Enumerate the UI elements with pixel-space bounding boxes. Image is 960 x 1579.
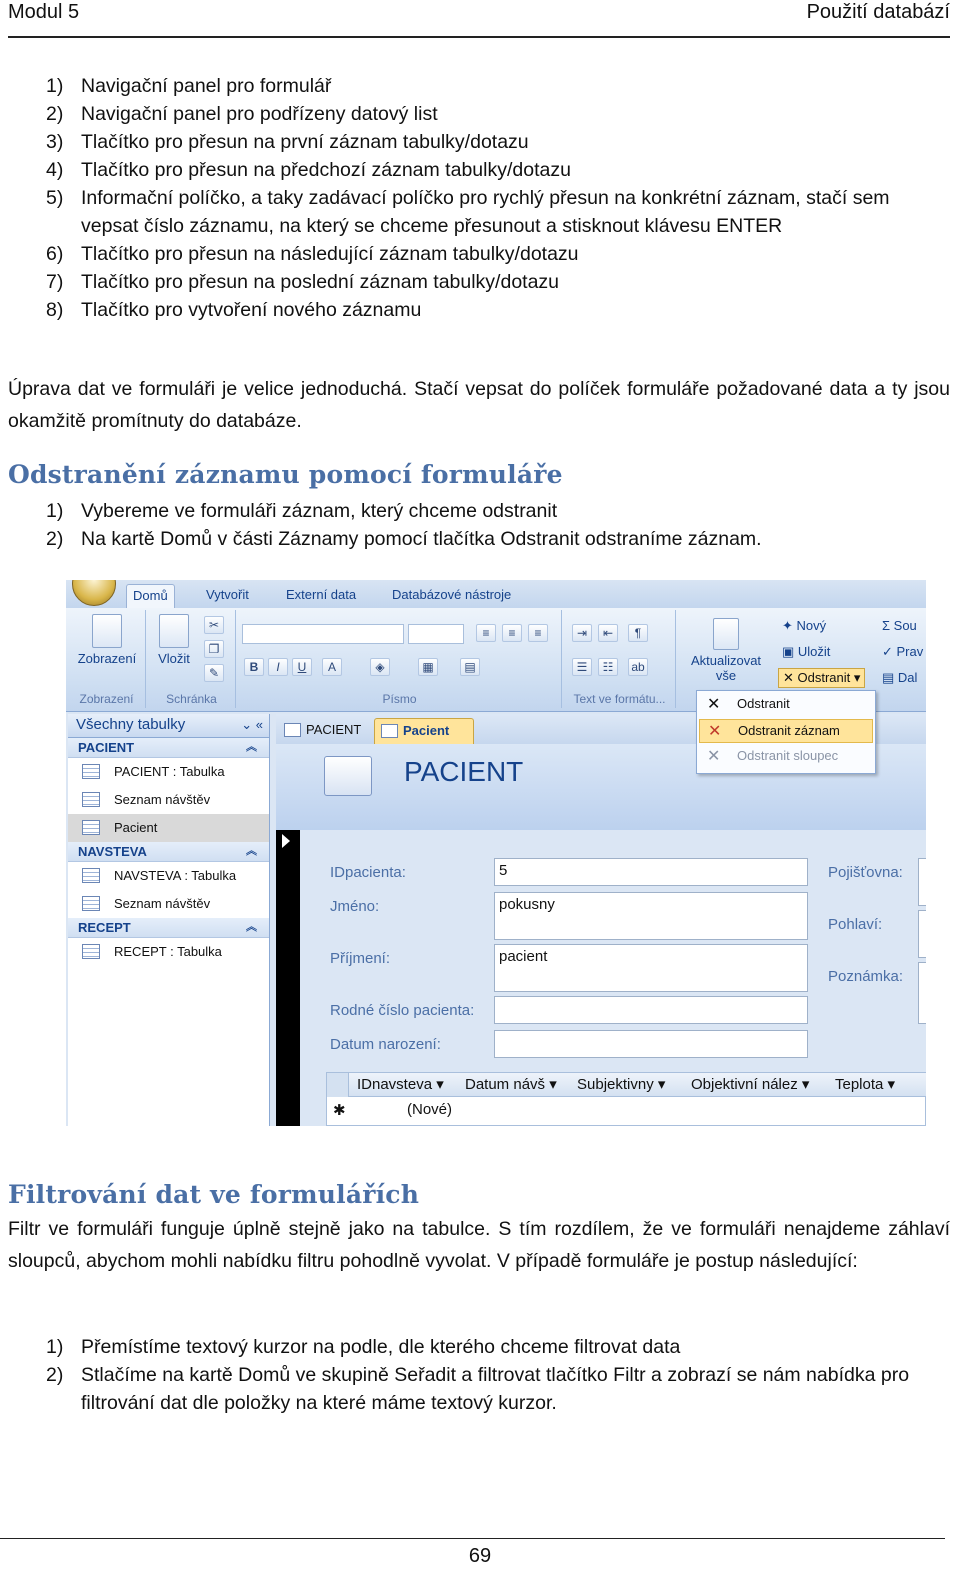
aktualizovat-button[interactable]: Aktualizovat vše <box>684 618 768 683</box>
menu-item-odstranit-zaznam[interactable]: ✕ Odstranit záznam <box>699 719 873 743</box>
footer-divider <box>0 1538 945 1539</box>
pravopis-button[interactable]: ✓ Prav <box>882 644 924 659</box>
list-item: 7) Tlačítko pro přesun na poslední záznam tabulky/dotazu <box>46 271 560 293</box>
paragraph-filtering: Filtr ve formuláři funguje úplně stejně jako na tabulce. S tím rozdílem, že ve formuláři nenajdeme záhlaví sloupců, abychom mohli nabídku filtru pohodlně vyvolat. V případě formuláře je postup následující: <box>8 1218 950 1272</box>
format-painter-icon[interactable]: ✎ <box>204 664 224 682</box>
form-icon <box>82 820 100 835</box>
cut-icon[interactable]: ✂ <box>204 616 224 634</box>
font-name-combo[interactable] <box>242 624 404 644</box>
jmeno-field[interactable]: pokusny <box>494 892 808 940</box>
align-center-icon[interactable]: ≡ <box>502 624 522 642</box>
table-icon <box>82 764 100 779</box>
table-icon <box>82 944 100 959</box>
list-item: 1) Přemístíme textový kurzor na podle, dle kterého chceme filtrovat data <box>46 1336 681 1358</box>
column-header[interactable]: Subjektivny ▾ <box>577 1076 666 1093</box>
current-record-arrow-icon <box>282 834 290 848</box>
form-title: PACIENT <box>404 756 524 787</box>
prijmeni-field[interactable]: pacient <box>494 944 808 992</box>
idpacienta-field[interactable]: 5 <box>494 858 808 886</box>
nav-item[interactable]: Seznam návštěv <box>68 890 269 918</box>
report-icon <box>82 792 100 807</box>
heading-filtering: Filtrování dat ve formulářích <box>8 1180 420 1209</box>
souhrny-button[interactable]: Σ Sou <box>882 618 917 633</box>
navigation-pane <box>68 714 270 1126</box>
table-icon <box>284 723 301 737</box>
delete-column-icon: ✕ <box>707 748 721 765</box>
odstranit-dropdown <box>696 690 876 774</box>
list-item: 5) Informační políčko, a taky zadávací políčko pro rychlý přesun na konkrétní záznam, stačí sem vepsat číslo záznamu, na který se chceme přesunout a stisknout klávesu ENTER <box>46 187 890 237</box>
tab-externi-data[interactable]: Externí data <box>286 587 357 602</box>
group-label: Schránka <box>166 692 217 706</box>
ribbon-tabs <box>66 580 926 608</box>
nav-item[interactable]: Pacient <box>68 814 269 842</box>
group-label: Text ve formátu... <box>573 692 666 706</box>
novy-button[interactable]: ✦ Nový <box>782 618 827 633</box>
highlight-icon[interactable]: ab <box>628 658 648 676</box>
zobrazeni-button[interactable]: Zobrazení <box>74 614 140 666</box>
chevron-up-icon: ︽ <box>246 845 257 857</box>
column-header[interactable]: IDnavsteva ▾ <box>357 1076 444 1093</box>
numbering-icon[interactable]: ☷ <box>598 658 618 676</box>
alt-fill-icon[interactable]: ▤ <box>460 658 480 676</box>
align-left-icon[interactable]: ≡ <box>476 624 496 642</box>
chevron-up-icon: ︽ <box>246 921 257 933</box>
field-label: Pohlaví: <box>828 916 883 933</box>
indent-icon[interactable]: ⇥ <box>572 624 592 642</box>
refresh-icon <box>713 618 739 650</box>
filter-steps-list <box>46 1333 950 1417</box>
nav-group-pacient[interactable]: PACIENT ︽ <box>68 738 269 758</box>
office-button[interactable] <box>72 580 116 606</box>
form-icon <box>381 724 398 738</box>
field-label: Příjmení: <box>330 950 391 967</box>
field-label: Jméno: <box>330 898 380 915</box>
align-right-icon[interactable]: ≡ <box>528 624 548 642</box>
access-screenshot <box>66 580 926 1126</box>
new-row-cell[interactable]: (Nové) <box>407 1101 453 1118</box>
pojistovna-field[interactable] <box>918 858 926 906</box>
page-header <box>8 0 950 38</box>
collapse-icon[interactable]: ⌄ « <box>241 717 263 732</box>
ulozit-button[interactable]: ▣ Uložit <box>782 644 831 659</box>
group-label: Písmo <box>382 692 417 706</box>
paragraph-editing: Úprava dat ve formuláři je velice jednoduchá. Stačí vepsat do políček formuláře požadované data a ty jsou okamžitě promítnuty do databáze. <box>8 378 950 432</box>
save-icon: ▣ <box>782 644 798 659</box>
tab-vytvorit[interactable]: Vytvořit <box>206 587 249 602</box>
font-color-icon[interactable]: A <box>322 658 342 676</box>
bold-icon[interactable]: B <box>244 658 264 676</box>
field-label: Pojišťovna: <box>828 864 903 881</box>
delete-icon: ✕ <box>783 670 798 685</box>
paste-icon <box>159 614 189 648</box>
list-item: 2) Na kartě Domů v části Záznamy pomocí tlačítka Odstranit odstraníme záznam. <box>46 528 762 550</box>
nav-group-navsteva[interactable]: NAVSTEVA ︽ <box>68 842 269 862</box>
nav-item[interactable]: RECEPT : Tabulka <box>68 938 269 966</box>
tab-pacient-form[interactable]: Pacient <box>374 718 474 744</box>
pohlavi-field[interactable] <box>918 910 926 958</box>
list-item: 1) Navigační panel pro formulář <box>46 75 332 97</box>
font-size-combo[interactable] <box>408 624 464 644</box>
menu-item-odstranit-sloupec[interactable]: ✕ Odstranit sloupec <box>699 745 873 769</box>
tab-pacient-table[interactable]: PACIENT <box>278 718 370 744</box>
group-zobrazeni <box>68 610 146 708</box>
underline-icon[interactable]: U <box>292 658 312 676</box>
rodne-cislo-field[interactable] <box>494 996 808 1024</box>
group-label: Zobrazení <box>79 692 134 706</box>
page-number: 69 <box>468 1545 492 1567</box>
list-item: 6) Tlačítko pro přesun na následující záznam tabulky/dotazu <box>46 243 579 265</box>
menu-item-odstranit[interactable]: ✕ Odstranit <box>699 693 873 717</box>
bullets-icon[interactable]: ☰ <box>572 658 592 676</box>
report-icon <box>82 896 100 911</box>
view-icon <box>92 614 122 648</box>
field-label: Poznámka: <box>828 968 904 985</box>
odstranit-button[interactable]: ✕ Odstranit ▾ <box>778 668 865 688</box>
header-title: Použití databází <box>806 1 950 23</box>
poznamka-field[interactable] <box>918 962 926 1024</box>
group-pismo <box>238 610 562 708</box>
tab-domu[interactable]: Domů <box>126 584 175 608</box>
paragraph-icon[interactable]: ¶ <box>628 624 648 642</box>
nav-pane-header[interactable]: Všechny tabulky ⌄ « <box>68 714 269 738</box>
field-label: Rodné číslo pacienta: <box>330 1002 475 1019</box>
delete-steps-list <box>46 497 950 553</box>
outdent-icon[interactable]: ⇤ <box>598 624 618 642</box>
column-header[interactable]: Datum návš ▾ <box>465 1076 557 1093</box>
nav-item[interactable]: Seznam návštěv <box>68 786 269 814</box>
italic-icon[interactable]: I <box>268 658 288 676</box>
table-icon <box>82 868 100 883</box>
group-text-format <box>564 610 676 708</box>
record-selector[interactable] <box>276 830 300 1126</box>
new-record-icon: ✦ <box>782 618 797 633</box>
fill-color-icon[interactable]: ◈ <box>370 658 390 676</box>
nav-item[interactable]: NAVSTEVA : Tabulka <box>68 862 269 890</box>
heading-delete-record: Odstranění záznamu pomocí formuláře <box>8 460 563 489</box>
form-icon <box>324 756 372 796</box>
column-header[interactable]: Objektivní nález ▾ <box>691 1076 810 1093</box>
subform-datasheet <box>326 1072 926 1126</box>
new-record-marker: ✱ <box>333 1102 346 1119</box>
delete-icon: ✕ <box>707 696 721 713</box>
tab-databazove-nastroje[interactable]: Databázové nástroje <box>392 587 512 602</box>
dalsi-button[interactable]: ▤ Dal <box>882 670 918 685</box>
list-item: 3) Tlačítko pro přesun na první záznam tabulky/dotazu <box>46 131 529 153</box>
select-all-cell[interactable] <box>327 1073 349 1097</box>
list-item: 1) Vybereme ve formuláři záznam, který chceme odstranit <box>46 500 558 522</box>
field-label: Datum narození: <box>330 1036 441 1053</box>
datum-narozeni-field[interactable] <box>494 1030 808 1058</box>
column-header[interactable]: Teplota ▾ <box>835 1076 896 1093</box>
gridlines-icon[interactable]: ▦ <box>418 658 438 676</box>
copy-icon[interactable]: ❐ <box>204 640 224 658</box>
vlozit-button[interactable]: Vložit <box>152 614 196 666</box>
field-label: IDpacienta: <box>330 864 406 881</box>
group-schranka <box>148 610 236 708</box>
delete-record-icon: ✕ <box>708 723 722 740</box>
chevron-up-icon: ︽ <box>246 741 257 753</box>
module-label: Modul 5 <box>8 1 80 23</box>
datasheet-header <box>327 1073 926 1097</box>
list-item: 8) Tlačítko pro vytvoření nového záznamu <box>46 299 422 321</box>
list-item: 2) Navigační panel pro podřízeny datový list <box>46 103 438 125</box>
list-item: 2) Stlačíme na kartě Domů ve skupině Seřadit a filtrovat tlačítko Filtr a zobrazí se nám nabídka pro filtrování dat dle položky na které máme textový kurzor. <box>46 1364 910 1414</box>
nav-group-recept[interactable]: RECEPT ︽ <box>68 918 269 938</box>
navigation-list <box>46 72 950 324</box>
nav-item[interactable]: PACIENT : Tabulka <box>68 758 269 786</box>
list-item: 4) Tlačítko pro přesun na předchozí záznam tabulky/dotazu <box>46 159 571 181</box>
